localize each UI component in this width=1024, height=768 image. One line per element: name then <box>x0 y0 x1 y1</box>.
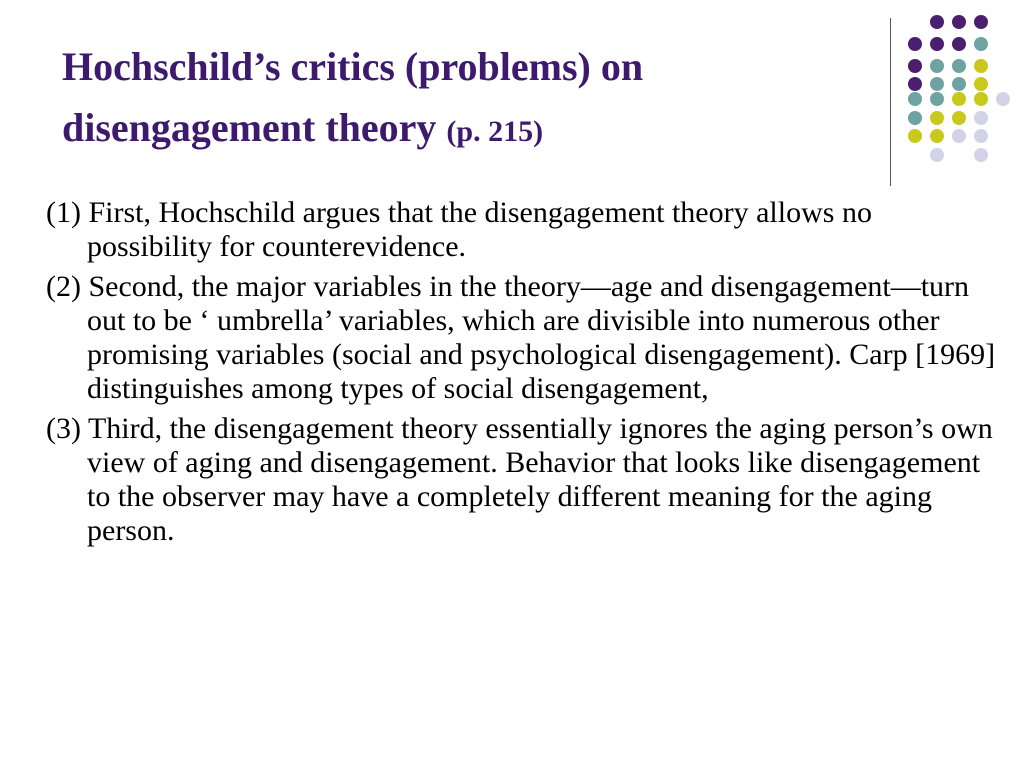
body-point: (1) First, Hochschild argues that the disengagement theory allows no possibility for counterevidence. <box>46 196 872 263</box>
decorative-dot <box>974 92 988 106</box>
decorative-dot <box>974 15 988 29</box>
decorative-dot <box>930 77 944 91</box>
decorative-dot <box>952 92 966 106</box>
decorative-dot <box>952 129 966 143</box>
title-divider-line <box>890 18 891 186</box>
decorative-dot <box>930 111 944 125</box>
decorative-dot <box>974 148 988 162</box>
decorative-dot <box>974 77 988 91</box>
decorative-dot <box>930 59 944 73</box>
decorative-dot <box>974 129 988 143</box>
decorative-dot <box>952 59 966 73</box>
decorative-dot <box>952 111 966 125</box>
decorative-dot <box>974 37 988 51</box>
decorative-dot <box>908 37 922 51</box>
decorative-dot <box>930 129 944 143</box>
decorative-dot <box>974 59 988 73</box>
decorative-dot <box>908 129 922 143</box>
title-page-reference: (p. 215) <box>446 115 544 148</box>
decorative-dot <box>930 92 944 106</box>
decorative-dot <box>974 111 988 125</box>
body-point: (3) Third, the disengagement theory essentially ignores the aging person’s own view of aging and disengagement. Behavior that looks like disengagement to the observer may have a completely different meaning for the aging person. <box>46 412 993 547</box>
decorative-dot <box>996 92 1010 106</box>
decorative-dot <box>908 111 922 125</box>
decorative-dot <box>908 92 922 106</box>
slide-title <box>62 36 852 162</box>
body-list <box>46 196 996 554</box>
decorative-dot <box>952 15 966 29</box>
decorative-dot <box>952 37 966 51</box>
decorative-dot <box>930 37 944 51</box>
title-main: Hochschild’s critics (problems) on disengagement theory <box>62 44 644 150</box>
body-point: (2) Second, the major variables in the theory—age and disengagement—turn out to be ‘ umbrella’ variables, which are divisible into numerous other promising variables (social and psychological disengagement). Carp [1969] distinguishes among types of social disengagement, <box>46 270 996 405</box>
decorative-dot <box>952 77 966 91</box>
decorative-dot <box>930 148 944 162</box>
decorative-dot <box>908 59 922 73</box>
decorative-dot <box>930 15 944 29</box>
decorative-dot <box>908 77 922 91</box>
